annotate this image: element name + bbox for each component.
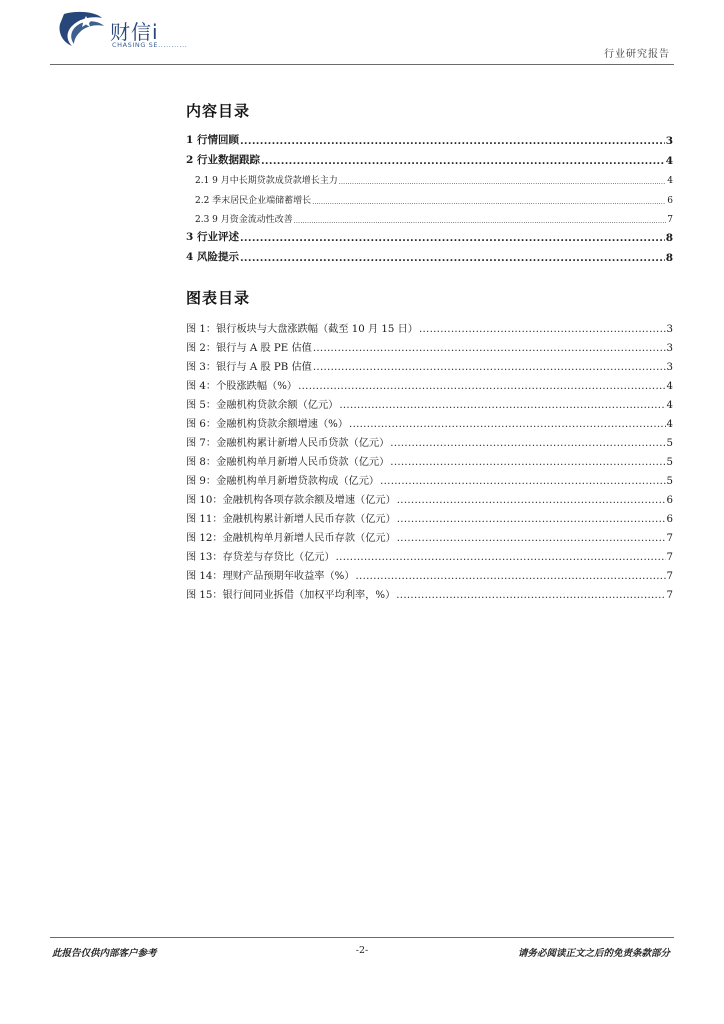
dot-leader: [396, 590, 665, 601]
dot-leader: [397, 514, 666, 525]
logo-english-text: CHASING SE...........: [112, 41, 188, 49]
footer-divider: [50, 937, 674, 938]
figure-entry-page-number: 5: [666, 457, 673, 468]
header-divider: [50, 64, 674, 65]
figure-entry-label: 图 14：理财产品预期年收益率（%）: [186, 571, 355, 582]
dot-leader: [380, 476, 665, 487]
dot-leader: [419, 324, 666, 335]
figure-entry[interactable]: [186, 411, 673, 430]
figure-entry[interactable]: [186, 506, 673, 525]
figure-entry-page-number: 7: [666, 590, 673, 601]
toc-entry[interactable]: [186, 167, 673, 186]
figure-entry-label: 图 1：银行板块与大盘涨跌幅（截至 10 月 15 日）: [186, 324, 418, 335]
figure-entry-label: 图 3：银行与 A 股 PB 估值: [186, 362, 312, 373]
dot-leader: [240, 232, 665, 244]
toc-entry-page-number: 8: [665, 251, 673, 264]
toc-entry[interactable]: [186, 244, 673, 263]
toc-entry[interactable]: [186, 147, 673, 166]
dot-leader: [349, 419, 665, 430]
figure-entry[interactable]: [186, 430, 673, 449]
figure-entry-page-number: 7: [666, 552, 673, 563]
dot-leader: [240, 252, 665, 264]
figure-entry-page-number: 5: [666, 438, 673, 449]
figure-entry-page-number: 6: [666, 514, 673, 525]
figure-entry-label: 图 9：金融机构单月新增贷款构成（亿元）: [186, 476, 380, 487]
dot-leader: [312, 199, 666, 206]
figure-list: [186, 316, 673, 601]
figure-entry[interactable]: [186, 373, 673, 392]
company-logo: [58, 10, 203, 52]
toc-heading: 内容目录: [186, 102, 251, 120]
report-type-label: 行业研究报告: [604, 49, 670, 60]
dot-leader: [356, 571, 666, 582]
dot-leader: [313, 343, 666, 354]
figure-entry[interactable]: [186, 468, 673, 487]
toc-entry-page-number: 8: [665, 232, 673, 245]
figure-entry-page-number: 7: [666, 571, 673, 582]
toc-list: [186, 128, 673, 264]
toc-entry-page-number: 6: [667, 195, 673, 206]
toc-entry-page-number: 3: [665, 135, 673, 148]
toc-entry-page-number: 4: [665, 154, 673, 167]
toc-entry-label: 3 行业评述: [186, 231, 239, 244]
logo-chinese-text: 财信i: [110, 20, 159, 44]
dot-leader: [397, 495, 666, 506]
dot-leader: [390, 457, 665, 468]
figure-entry[interactable]: [186, 335, 673, 354]
toc-entry-label: 4 风险提示: [186, 250, 239, 263]
figure-entry-label: 图 6：金融机构贷款余额增速（%）: [186, 419, 349, 430]
footer-disclaimer-right: 请务必阅读正文之后的免责条款部分: [517, 948, 670, 959]
figure-entry-label: 图 12：金融机构单月新增人民币存款（亿元）: [186, 533, 396, 544]
page-number: -2-: [355, 945, 369, 956]
figure-entry[interactable]: [186, 487, 673, 506]
figure-entry-label: 图 13：存贷差与存贷比（亿元）: [186, 552, 335, 563]
dot-leader: [339, 179, 667, 186]
toc-entry-label: 2 行业数据跟踪: [186, 153, 260, 166]
dot-leader: [313, 362, 666, 373]
toc-entry-label: 2.1 9 月中长期贷款成贷款增长主力: [195, 176, 338, 187]
figure-entry-label: 图 10：金融机构各项存款余额及增速（亿元）: [186, 495, 396, 506]
figure-entry[interactable]: [186, 316, 673, 335]
toc-entry-label: 2.3 9 月资金流动性改善: [195, 214, 293, 225]
figure-entry-page-number: 4: [666, 419, 673, 430]
figure-entry-page-number: 6: [666, 495, 673, 506]
dot-leader: [390, 438, 665, 449]
figure-entry-label: 图 8：金融机构单月新增人民币贷款（亿元）: [186, 457, 390, 468]
dot-leader: [261, 155, 665, 167]
dot-leader: [294, 218, 667, 225]
footer-disclaimer-left: 此报告仅供内部客户参考: [52, 948, 157, 959]
figure-entry-page-number: 3: [666, 324, 673, 335]
figure-entry-label: 图 11：金融机构累计新增人民币存款（亿元）: [186, 514, 396, 525]
toc-entry[interactable]: [186, 128, 673, 147]
toc-entry-page-number: 4: [667, 176, 673, 187]
figure-entry[interactable]: [186, 525, 673, 544]
figure-entry[interactable]: [186, 563, 673, 582]
toc-entry[interactable]: [186, 186, 673, 205]
dot-leader: [397, 533, 666, 544]
figure-entry-label: 图 5：金融机构贷款余额（亿元）: [186, 400, 339, 411]
dot-leader: [298, 381, 665, 392]
figure-entry-page-number: 3: [666, 343, 673, 354]
figure-entry-page-number: 4: [666, 381, 673, 392]
figure-entry[interactable]: [186, 582, 673, 601]
toc-entry-label: 2.2 季末居民企业端储蓄增长: [195, 195, 312, 206]
dot-leader: [339, 400, 665, 411]
figure-list-heading: 图表目录: [186, 289, 251, 307]
figure-entry-page-number: 5: [666, 476, 673, 487]
dot-leader: [336, 552, 666, 563]
figure-entry-page-number: 3: [666, 362, 673, 373]
figure-entry-label: 图 15：银行间同业拆借（加权平均利率，%）: [186, 590, 396, 601]
figure-entry-label: 图 7：金融机构累计新增人民币贷款（亿元）: [186, 438, 390, 449]
figure-entry[interactable]: [186, 449, 673, 468]
figure-entry-label: 图 4：个股涨跌幅（%）: [186, 381, 298, 392]
figure-entry[interactable]: [186, 354, 673, 373]
figure-entry[interactable]: [186, 544, 673, 563]
toc-entry[interactable]: [186, 225, 673, 244]
toc-entry[interactable]: [186, 206, 673, 225]
dot-leader: [240, 135, 665, 147]
toc-entry-page-number: 7: [667, 214, 673, 225]
figure-entry[interactable]: [186, 392, 673, 411]
figure-entry-page-number: 7: [666, 533, 673, 544]
logo-mark-icon: [58, 10, 106, 50]
figure-entry-page-number: 4: [666, 400, 673, 411]
toc-entry-label: 1 行情回顾: [186, 134, 239, 147]
figure-entry-label: 图 2：银行与 A 股 PE 估值: [186, 343, 312, 354]
